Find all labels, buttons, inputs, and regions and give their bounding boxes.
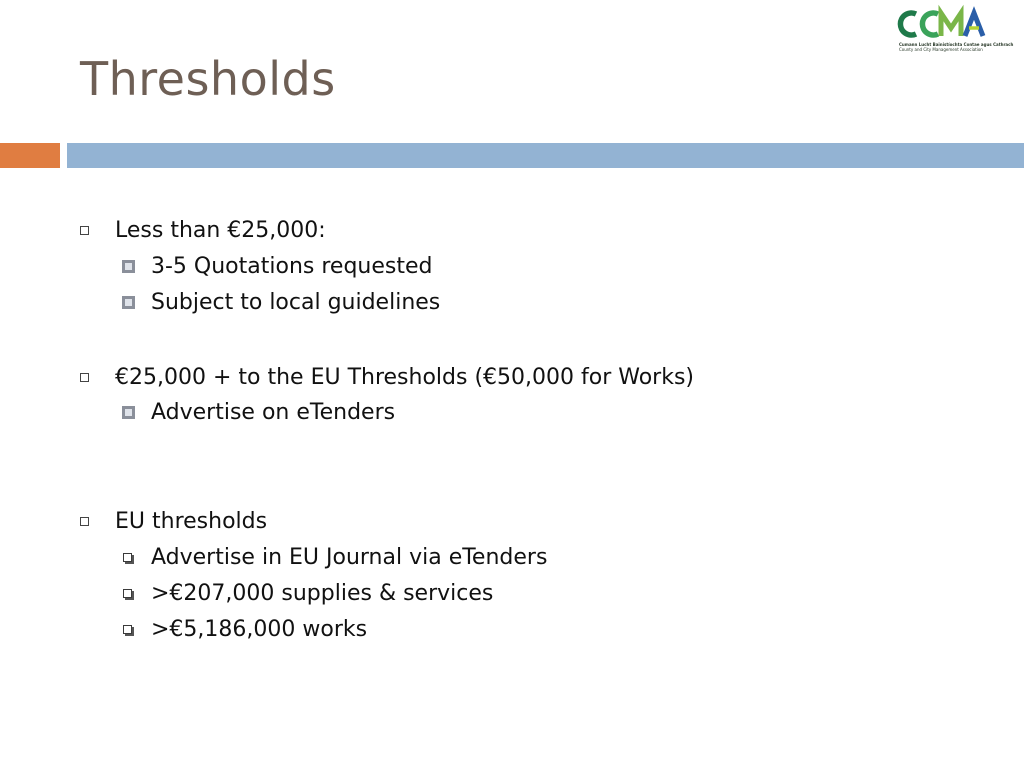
square-bullet-icon — [80, 373, 89, 382]
bullet-text: €25,000 + to the EU Thresholds (€50,000 for Works) — [115, 365, 694, 390]
bullet-text: Advertise in EU Journal via eTenders — [151, 545, 548, 570]
bullet-text: >€5,186,000 works — [151, 617, 368, 642]
slide-title: Thresholds — [80, 52, 336, 106]
shadow-square-bullet-icon — [123, 625, 132, 634]
bullet-text: EU thresholds — [115, 509, 268, 534]
filled-square-bullet-icon — [122, 296, 135, 309]
filled-square-bullet-icon — [122, 406, 135, 419]
square-bullet-icon — [80, 226, 89, 235]
logo-tagline-english: County and City Management Association — [899, 47, 983, 52]
bullet-text: 3-5 Quotations requested — [151, 254, 433, 279]
logo-tagline-irish: Cumann Lucht Bainistíochta Contae agus Cathrach — [899, 42, 1014, 47]
shadow-square-bullet-icon — [123, 589, 132, 598]
bullet-text: Advertise on eTenders — [151, 400, 396, 425]
bullet-text: >€207,000 supplies & services — [151, 581, 494, 606]
shadow-square-bullet-icon — [123, 553, 132, 562]
filled-square-bullet-icon — [122, 260, 135, 273]
bullet-text: Subject to local guidelines — [151, 290, 441, 315]
bullet-text: Less than €25,000: — [115, 218, 326, 243]
square-bullet-icon — [80, 517, 89, 526]
